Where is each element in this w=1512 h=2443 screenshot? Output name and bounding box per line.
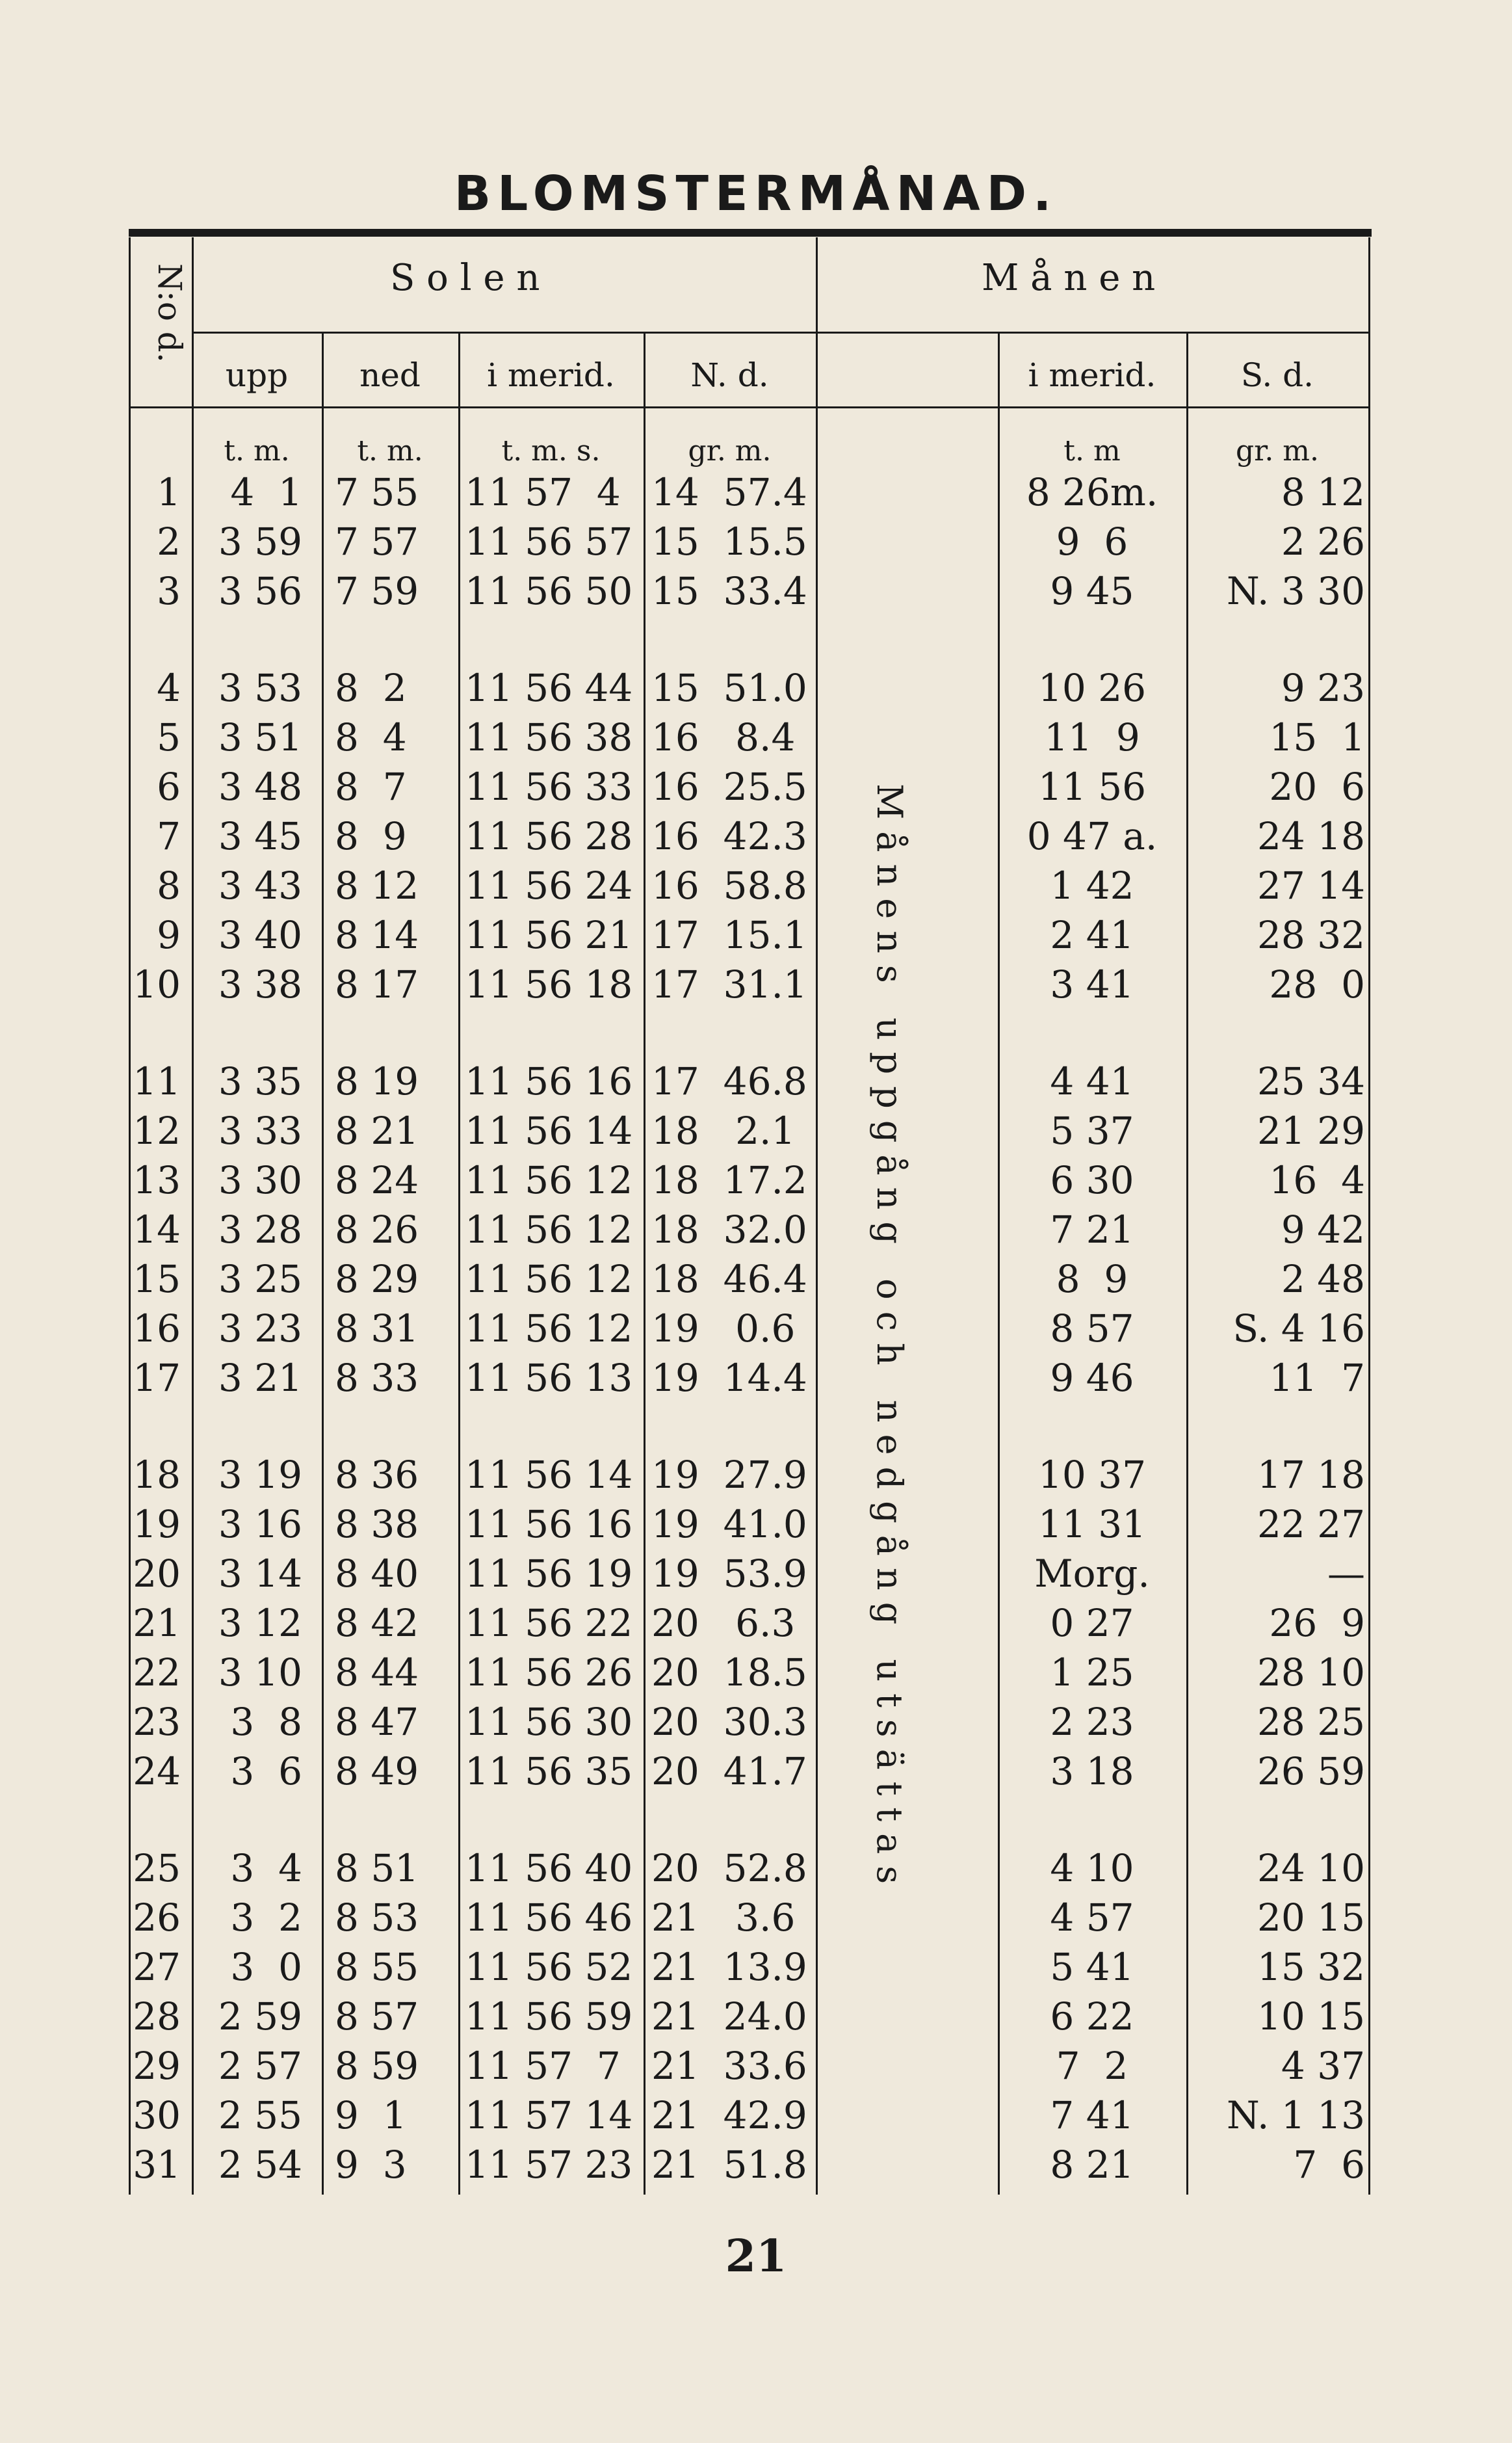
moon-meridian: 6 22 (1050, 1994, 1134, 2039)
sun-meridian: 11 56 24 (465, 864, 633, 908)
top-rule (129, 229, 1372, 237)
sun-rise: 2 57 (218, 2044, 302, 2088)
moon-meridian: 9 6 (1056, 520, 1128, 564)
sun-declination: 16 25.5 (651, 765, 807, 809)
sun-rise: 3 59 (218, 520, 302, 564)
moon-declination: S. 4 16 (1232, 1306, 1365, 1351)
sun-meridian: 11 56 30 (465, 1700, 633, 1744)
moon-meridian: 0 27 (1050, 1601, 1134, 1645)
moon-declination: 15 1 (1269, 715, 1365, 759)
sun-set: 8 31 (335, 1306, 419, 1351)
sun-declination: 21 42.9 (651, 2093, 807, 2137)
moon-declination: 21 29 (1257, 1109, 1365, 1153)
sun-rise: 3 4 (230, 1846, 302, 1890)
sun-rise: 3 23 (218, 1306, 302, 1351)
day-number: 5 (157, 715, 181, 759)
sun-meridian: 11 56 21 (465, 913, 633, 957)
day-column-header: N:o d. (151, 263, 189, 363)
sun-rise: 3 2 (230, 1895, 302, 1940)
sun-set: 8 55 (335, 1945, 419, 1989)
col-divider (1186, 332, 1188, 2195)
sun-meridian: 11 56 22 (465, 1601, 633, 1645)
sun-meridian: 11 56 12 (465, 1158, 633, 1202)
col-divider (322, 332, 324, 2195)
sun-declination: 21 51.8 (651, 2143, 807, 2187)
sun-declination: 15 15.5 (651, 520, 807, 564)
moon-meridian: 5 41 (1050, 1945, 1134, 1989)
sun-rise: 3 25 (218, 1257, 302, 1301)
sun-meridian: 11 56 16 (465, 1059, 633, 1103)
day-number: 30 (133, 2093, 181, 2137)
sun-rise: 3 53 (218, 666, 302, 710)
day-number: 26 (133, 1895, 181, 1940)
sun-rise: 3 0 (230, 1945, 302, 1989)
moon-phase-note: Månens uppgång och nedgång utsättas (869, 783, 910, 1896)
sun-declination: 16 42.3 (651, 814, 807, 858)
sun-set: 7 57 (335, 520, 419, 564)
sun-meridian: 11 56 59 (465, 1994, 633, 2039)
col-header-upp: upp (225, 356, 289, 394)
moon-meridian: 9 46 (1050, 1356, 1134, 1400)
moon-meridian: 11 9 (1044, 715, 1140, 759)
sun-declination: 19 41.0 (651, 1502, 807, 1546)
day-number: 25 (133, 1846, 181, 1890)
sun-meridian: 11 56 44 (465, 666, 633, 710)
moon-meridian: 6 30 (1050, 1158, 1134, 1202)
col-divider (816, 237, 818, 2195)
moon-meridian: 7 21 (1050, 1208, 1134, 1252)
sun-rise: 4 1 (230, 470, 302, 514)
sun-meridian: 11 56 13 (465, 1356, 633, 1400)
sun-set: 8 51 (335, 1846, 419, 1890)
moon-meridian: 3 41 (1050, 962, 1134, 1007)
sun-set: 8 42 (335, 1601, 419, 1645)
sun-meridian: 11 56 14 (465, 1109, 633, 1153)
sun-declination: 20 41.7 (651, 1749, 807, 1793)
moon-meridian: 11 31 (1037, 1502, 1147, 1546)
sun-set: 8 17 (335, 962, 419, 1007)
sun-declination: 21 13.9 (651, 1945, 807, 1989)
sun-meridian: 11 56 16 (465, 1502, 633, 1546)
sun-meridian: 11 57 23 (465, 2143, 633, 2187)
day-number: 20 (133, 1552, 181, 1596)
moon-declination: 26 59 (1257, 1749, 1365, 1793)
sun-set: 8 21 (335, 1109, 419, 1153)
moon-declination: — (1327, 1552, 1365, 1596)
sun-meridian: 11 57 7 (465, 2044, 621, 2088)
day-number: 17 (133, 1356, 181, 1400)
moon-declination: 15 32 (1257, 1945, 1365, 1989)
day-number: 31 (133, 2143, 181, 2187)
sun-declination: 17 31.1 (651, 962, 807, 1007)
moon-meridian: 2 23 (1050, 1700, 1134, 1744)
moon-declination: 7 6 (1293, 2143, 1365, 2187)
sun-set: 8 44 (335, 1650, 419, 1695)
moon-declination: 26 9 (1269, 1601, 1365, 1645)
day-number: 3 (157, 569, 181, 613)
moon-declination: 9 23 (1281, 666, 1365, 710)
sun-rise: 3 30 (218, 1158, 302, 1202)
moon-declination: 20 15 (1257, 1895, 1365, 1940)
sun-meridian: 11 57 14 (465, 2093, 633, 2137)
sun-rise: 3 6 (230, 1749, 302, 1793)
sun-meridian: 11 56 26 (465, 1650, 633, 1695)
moon-declination: 24 18 (1257, 814, 1365, 858)
moon-meridian: 8 26m. (1026, 470, 1158, 514)
sun-set: 7 55 (335, 470, 419, 514)
sun-meridian: 11 56 35 (465, 1749, 633, 1793)
sun-declination: 20 52.8 (651, 1846, 807, 1890)
sun-declination: 14 57.4 (651, 470, 807, 514)
sun-rise: 3 16 (218, 1502, 302, 1546)
header-bottom-rule (129, 406, 1368, 408)
sun-set: 8 38 (335, 1502, 419, 1546)
moon-declination: N. 3 30 (1226, 569, 1365, 613)
day-number: 12 (133, 1109, 181, 1153)
sun-declination: 21 24.0 (651, 1994, 807, 2039)
moon-meridian: 2 41 (1050, 913, 1134, 957)
sun-set: 8 47 (335, 1700, 419, 1744)
sun-rise: 3 21 (218, 1356, 302, 1400)
sun-declination: 18 2.1 (651, 1109, 796, 1153)
sun-rise: 2 55 (218, 2093, 302, 2137)
sun-meridian: 11 56 28 (465, 814, 633, 858)
col-header-nd: N. d. (690, 356, 769, 394)
sun-set: 7 59 (335, 569, 419, 613)
day-number: 22 (133, 1650, 181, 1695)
sun-set: 8 29 (335, 1257, 419, 1301)
units-moon-merid: t. m (1063, 434, 1121, 468)
moon-declination: 24 10 (1257, 1846, 1365, 1890)
table-border-left (129, 237, 131, 2195)
units-merid: t. m. s. (501, 434, 601, 468)
col-divider (644, 332, 645, 2195)
sun-rise: 3 40 (218, 913, 302, 957)
sun-set: 8 14 (335, 913, 419, 957)
moon-meridian: 10 37 (1037, 1453, 1147, 1497)
col-divider (998, 332, 1000, 2195)
day-number: 28 (133, 1994, 181, 2039)
sun-set: 8 26 (335, 1208, 419, 1252)
day-number: 6 (157, 765, 181, 809)
day-number: 16 (133, 1306, 181, 1351)
sun-set: 9 3 (335, 2143, 407, 2187)
sun-declination: 16 8.4 (651, 715, 796, 759)
moon-declination: 28 0 (1269, 962, 1365, 1007)
day-number: 23 (133, 1700, 181, 1744)
sun-declination: 21 3.6 (651, 1895, 796, 1940)
sun-set: 8 49 (335, 1749, 419, 1793)
sun-set: 8 57 (335, 1994, 419, 2039)
sun-rise: 3 10 (218, 1650, 302, 1695)
moon-declination: 2 26 (1281, 520, 1365, 564)
sun-set: 8 24 (335, 1158, 419, 1202)
day-number: 29 (133, 2044, 181, 2088)
sun-set: 9 1 (335, 2093, 407, 2137)
sun-meridian: 11 56 33 (465, 765, 633, 809)
sun-meridian: 11 56 19 (465, 1552, 633, 1596)
sun-rise: 3 56 (218, 569, 302, 613)
sun-declination: 19 27.9 (651, 1453, 807, 1497)
sun-declination: 20 30.3 (651, 1700, 807, 1744)
day-number: 15 (133, 1257, 181, 1301)
moon-meridian: 4 10 (1050, 1846, 1134, 1890)
sun-meridian: 11 56 18 (465, 962, 633, 1007)
moon-declination: 28 10 (1257, 1650, 1365, 1695)
moon-meridian: 3 18 (1050, 1749, 1134, 1793)
moon-meridian: 7 2 (1056, 2044, 1128, 2088)
moon-meridian: 0 47 a. (1026, 814, 1158, 858)
day-number: 13 (133, 1158, 181, 1202)
moon-group-header: M å n e n (982, 257, 1156, 299)
sun-meridian: 11 56 38 (465, 715, 633, 759)
sun-set: 8 40 (335, 1552, 419, 1596)
moon-meridian: 10 26 (1037, 666, 1147, 710)
moon-declination: 17 18 (1257, 1453, 1365, 1497)
sun-set: 8 7 (335, 765, 407, 809)
sun-declination: 20 6.3 (651, 1601, 796, 1645)
moon-declination: 10 15 (1257, 1994, 1365, 2039)
moon-meridian: 8 21 (1050, 2143, 1134, 2187)
moon-meridian: 9 45 (1050, 569, 1134, 613)
sun-rise: 3 45 (218, 814, 302, 858)
day-number: 8 (157, 864, 181, 908)
page-title: BLOMSTERMÅNAD. (454, 166, 1058, 222)
moon-meridian: Morg. (1034, 1552, 1150, 1596)
day-number: 2 (157, 520, 181, 564)
day-number: 10 (133, 962, 181, 1007)
day-number: 14 (133, 1208, 181, 1252)
sun-meridian: 11 56 40 (465, 1846, 633, 1890)
sun-declination: 15 51.0 (651, 666, 807, 710)
col-header-merid: i merid. (487, 356, 615, 394)
moon-meridian: 4 57 (1050, 1895, 1134, 1940)
day-number: 21 (133, 1601, 181, 1645)
moon-declination: 22 27 (1257, 1502, 1365, 1546)
moon-declination: 2 48 (1281, 1257, 1365, 1301)
sun-meridian: 11 56 12 (465, 1208, 633, 1252)
moon-declination: 16 4 (1269, 1158, 1365, 1202)
moon-meridian: 4 41 (1050, 1059, 1134, 1103)
sun-rise: 3 28 (218, 1208, 302, 1252)
table-border-right (1368, 237, 1370, 2195)
sun-meridian: 11 56 14 (465, 1453, 633, 1497)
col-divider (192, 237, 194, 2195)
sun-rise: 3 33 (218, 1109, 302, 1153)
sun-rise: 3 14 (218, 1552, 302, 1596)
page-number: 21 (725, 2230, 787, 2282)
sun-declination: 18 32.0 (651, 1208, 807, 1252)
sun-rise: 3 12 (218, 1601, 302, 1645)
sun-declination: 19 14.4 (651, 1356, 807, 1400)
sun-set: 8 53 (335, 1895, 419, 1940)
sun-meridian: 11 56 46 (465, 1895, 633, 1940)
moon-declination: 9 42 (1281, 1208, 1365, 1252)
sun-rise: 3 48 (218, 765, 302, 809)
sun-declination: 20 18.5 (651, 1650, 807, 1695)
moon-meridian: 8 57 (1050, 1306, 1134, 1351)
col-header-moon-merid: i merid. (1028, 356, 1156, 394)
sun-declination: 15 33.4 (651, 569, 807, 613)
sun-declination: 19 0.6 (651, 1306, 796, 1351)
sun-set: 8 9 (335, 814, 407, 858)
moon-declination: N. 1 13 (1226, 2093, 1365, 2137)
col-divider (458, 332, 460, 2195)
sun-group-header: S o l e n (390, 257, 540, 299)
day-number: 4 (157, 666, 181, 710)
moon-declination: 27 14 (1257, 864, 1365, 908)
sun-declination: 21 33.6 (651, 2044, 807, 2088)
moon-declination: 28 32 (1257, 913, 1365, 957)
sun-meridian: 11 56 50 (465, 569, 633, 613)
moon-declination: 28 25 (1257, 1700, 1365, 1744)
day-number: 24 (133, 1749, 181, 1793)
units-ned: t. m. (357, 434, 423, 468)
moon-declination: 4 37 (1281, 2044, 1365, 2088)
sun-meridian: 11 56 52 (465, 1945, 633, 1989)
moon-meridian: 1 25 (1050, 1650, 1134, 1695)
sun-set: 8 36 (335, 1453, 419, 1497)
sun-declination: 17 15.1 (651, 913, 807, 957)
moon-meridian: 7 41 (1050, 2093, 1134, 2137)
units-upp: t. m. (224, 434, 290, 468)
sun-set: 8 12 (335, 864, 419, 908)
sun-rise: 3 38 (218, 962, 302, 1007)
sun-declination: 18 46.4 (651, 1257, 807, 1301)
sun-rise: 2 54 (218, 2143, 302, 2187)
sun-set: 8 59 (335, 2044, 419, 2088)
day-number: 7 (157, 814, 181, 858)
sun-set: 8 4 (335, 715, 407, 759)
sun-declination: 19 53.9 (651, 1552, 807, 1596)
moon-declination: 20 6 (1269, 765, 1365, 809)
sun-set: 8 19 (335, 1059, 419, 1103)
sun-meridian: 11 56 57 (465, 520, 633, 564)
sun-rise: 3 8 (230, 1700, 302, 1744)
day-number: 11 (133, 1059, 181, 1103)
moon-declination: 25 34 (1257, 1059, 1365, 1103)
sun-meridian: 11 57 4 (465, 470, 621, 514)
sun-meridian: 11 56 12 (465, 1257, 633, 1301)
header-subrule (192, 332, 1368, 334)
day-number: 1 (157, 470, 181, 514)
col-header-sd: S. d. (1240, 356, 1314, 394)
sun-rise: 3 43 (218, 864, 302, 908)
sun-meridian: 11 56 12 (465, 1306, 633, 1351)
moon-meridian: 1 42 (1050, 864, 1134, 908)
sun-rise: 3 35 (218, 1059, 302, 1103)
sun-rise: 2 59 (218, 1994, 302, 2039)
moon-declination: 11 7 (1269, 1356, 1365, 1400)
moon-meridian: 11 56 (1037, 765, 1147, 809)
sun-declination: 17 46.8 (651, 1059, 807, 1103)
col-header-ned: ned (359, 356, 421, 394)
day-number: 9 (157, 913, 181, 957)
units-sd: gr. m. (1235, 434, 1320, 468)
day-number: 18 (133, 1453, 181, 1497)
sun-set: 8 2 (335, 666, 407, 710)
sun-declination: 18 17.2 (651, 1158, 807, 1202)
moon-meridian: 5 37 (1050, 1109, 1134, 1153)
sun-set: 8 33 (335, 1356, 419, 1400)
sun-rise: 3 51 (218, 715, 302, 759)
day-number: 27 (133, 1945, 181, 1989)
units-nd: gr. m. (688, 434, 772, 468)
moon-declination: 8 12 (1281, 470, 1365, 514)
sun-declination: 16 58.8 (651, 864, 807, 908)
moon-meridian: 8 9 (1056, 1257, 1128, 1301)
day-number: 19 (133, 1502, 181, 1546)
sun-rise: 3 19 (218, 1453, 302, 1497)
